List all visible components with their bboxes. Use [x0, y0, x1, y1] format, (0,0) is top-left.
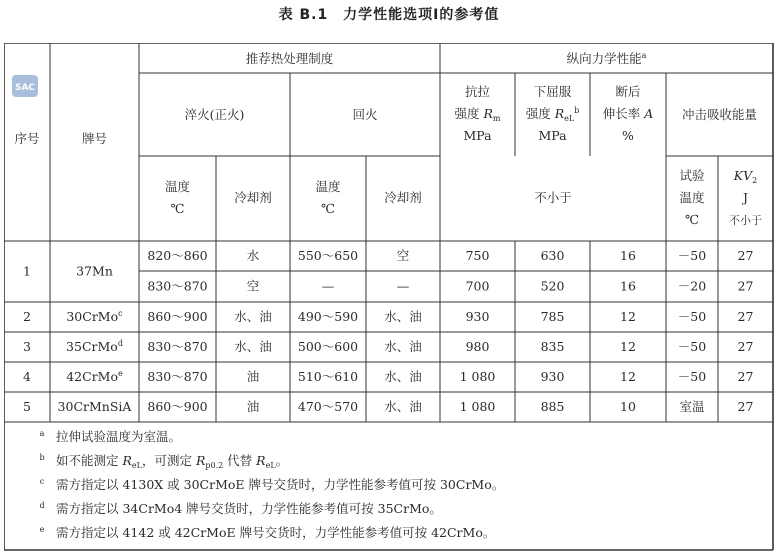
footnote-text: 需方指定以 34CrMo4 牌号交货时，力学性能参考值可按 35CrMo。 [56, 501, 442, 516]
cell-temper-coolant: 空 [396, 248, 410, 263]
cell-tensile: 700 [465, 278, 490, 294]
cell-temper-coolant: 水、油 [384, 369, 422, 384]
row-seq: 5 [23, 399, 31, 414]
cell-elongation: 10 [620, 399, 636, 414]
cell-quench-temp: 830～870 [147, 278, 208, 294]
footnote-mark: e [39, 525, 45, 534]
cell-quench-temp: 860～900 [147, 399, 208, 414]
cell-quench-temp: 860～900 [147, 309, 208, 324]
header-tensile-symbol: 强度 Rm [454, 106, 501, 123]
cell-test-temp: －20 [677, 278, 707, 294]
row-seq: 3 [23, 339, 31, 354]
mechanical-properties-table [4, 43, 774, 551]
cell-kv: 27 [737, 248, 754, 263]
header-kv-unit: J [742, 190, 749, 205]
header-elongation-unit: % [622, 128, 634, 143]
cell-quench-coolant: 空 [246, 278, 260, 294]
cell-temper-temp: 550～650 [297, 248, 359, 263]
header-elongation-symbol: 伸长率 A [602, 106, 654, 121]
header-yield-label: 下屈服 [533, 84, 572, 99]
header-temp-label: 温度 [164, 179, 191, 194]
header-elongation-label: 断后 [615, 84, 641, 99]
row-seq: 4 [23, 369, 31, 384]
header-test-temp-label2: 温度 [679, 190, 705, 205]
cell-tensile: 980 [465, 339, 490, 354]
footnote-text: 需方指定以 4142 或 42CrMoE 牌号交货时，力学性能参考值可按 42CrMo。 [56, 525, 496, 540]
header-temp-label: 温度 [315, 179, 341, 194]
header-seq: 序号 [14, 131, 40, 146]
cell-quench-coolant: 水、油 [234, 339, 272, 354]
cell-quench-coolant: 油 [246, 369, 260, 384]
cell-yield: 520 [540, 278, 565, 294]
cell-temper-temp: 470～570 [297, 399, 359, 414]
cell-elongation: 16 [620, 278, 636, 294]
header-yield-symbol: 强度 ReLb [525, 106, 580, 123]
header-coolant: 冷却剂 [384, 190, 422, 205]
cell-yield: 785 [540, 309, 565, 324]
header-coolant: 冷却剂 [234, 190, 272, 205]
cell-temper-coolant: 水、油 [384, 339, 422, 354]
cell-temper-coolant: 水、油 [384, 309, 422, 324]
cell-test-temp: －50 [677, 309, 707, 324]
cell-quench-coolant: 水、油 [234, 309, 272, 324]
header-temp-unit: ℃ [321, 201, 335, 216]
cell-temper-temp: 490～590 [297, 309, 359, 324]
cell-yield: 835 [540, 339, 565, 354]
footnote-mark: d [39, 501, 45, 510]
table-title: 表 B.1 力学性能选项Ⅰ的参考值 [278, 7, 500, 23]
header-yield-unit: MPa [538, 128, 567, 143]
cell-kv: 27 [737, 278, 754, 294]
cell-yield: 885 [540, 399, 565, 414]
cell-test-temp: －50 [677, 339, 707, 354]
header-temp-unit: ℃ [170, 201, 185, 216]
header-grade: 牌号 [81, 131, 108, 146]
cell-elongation: 12 [620, 309, 636, 324]
cell-test-temp: －50 [677, 369, 707, 384]
footnote-mark: b [39, 453, 45, 462]
cell-kv: 27 [737, 369, 754, 384]
cell-test-temp: 室温 [679, 399, 705, 414]
sac-logo-text: SAC [14, 83, 36, 93]
cell-quench-temp: 830～870 [147, 339, 208, 354]
header-temper: 回火 [352, 107, 378, 122]
cell-tensile: 750 [465, 248, 490, 263]
cell-elongation: 12 [620, 339, 636, 354]
cell-temper-temp: — [321, 278, 335, 294]
header-test-temp-unit: ℃ [685, 212, 699, 227]
cell-tensile: 1 080 [459, 369, 496, 384]
cell-quench-coolant: 水 [246, 248, 260, 263]
cell-temper-temp: 510～610 [297, 369, 359, 384]
header-not-less: 不小于 [534, 190, 572, 205]
header-impact: 冲击吸收能量 [681, 107, 758, 122]
row-seq: 1 [23, 263, 31, 279]
cell-temper-coolant: — [396, 278, 410, 294]
cell-kv: 27 [737, 339, 754, 354]
cell-yield: 930 [540, 369, 565, 384]
footnote-mark: a [39, 429, 45, 438]
cell-quench-temp: 820～860 [147, 248, 208, 263]
header-quench: 淬火(正火) [184, 107, 245, 122]
header-test-temp-label: 试验 [679, 168, 705, 183]
cell-quench-temp: 830～870 [147, 369, 208, 384]
header-heat-treatment: 推荐热处理制度 [245, 51, 334, 66]
footnote-text: 如不能测定 ReL，可测定 Rp0.2 代替 ReL。 [56, 453, 289, 470]
cell-elongation: 12 [620, 369, 636, 384]
cell-temper-coolant: 水、油 [384, 399, 422, 414]
header-mechanical: 纵向力学性能a [566, 51, 647, 66]
header-kv-min: 不小于 [729, 214, 762, 227]
header-tensile-unit: MPa [463, 128, 492, 143]
cell-temper-temp: 500～600 [297, 339, 359, 354]
footnote-mark: c [39, 477, 45, 486]
header-kv-symbol: KV2 [733, 168, 758, 185]
row-seq: 2 [23, 309, 31, 324]
row-grade: 30CrMoc [66, 309, 123, 324]
row-grade: 37Mn [76, 263, 113, 279]
footnote-text: 拉伸试验温度为室温。 [56, 429, 182, 444]
cell-elongation: 16 [620, 248, 636, 263]
cell-quench-coolant: 油 [246, 399, 260, 414]
cell-tensile: 930 [465, 309, 490, 324]
cell-tensile: 1 080 [459, 399, 496, 414]
row-grade: 30CrMnSiA [57, 399, 132, 414]
footnote-text: 需方指定以 4130X 或 30CrMoE 牌号交货时，力学性能参考值可按 30CrMo。 [56, 477, 505, 492]
row-grade: 35CrMod [66, 339, 123, 354]
cell-kv: 27 [737, 309, 754, 324]
header-tensile-label: 抗拉 [464, 84, 491, 99]
sac-logo [12, 75, 38, 97]
cell-kv: 27 [737, 399, 754, 414]
row-grade: 42CrMoe [66, 369, 123, 384]
cell-test-temp: －50 [677, 248, 707, 263]
cell-yield: 630 [540, 248, 565, 263]
